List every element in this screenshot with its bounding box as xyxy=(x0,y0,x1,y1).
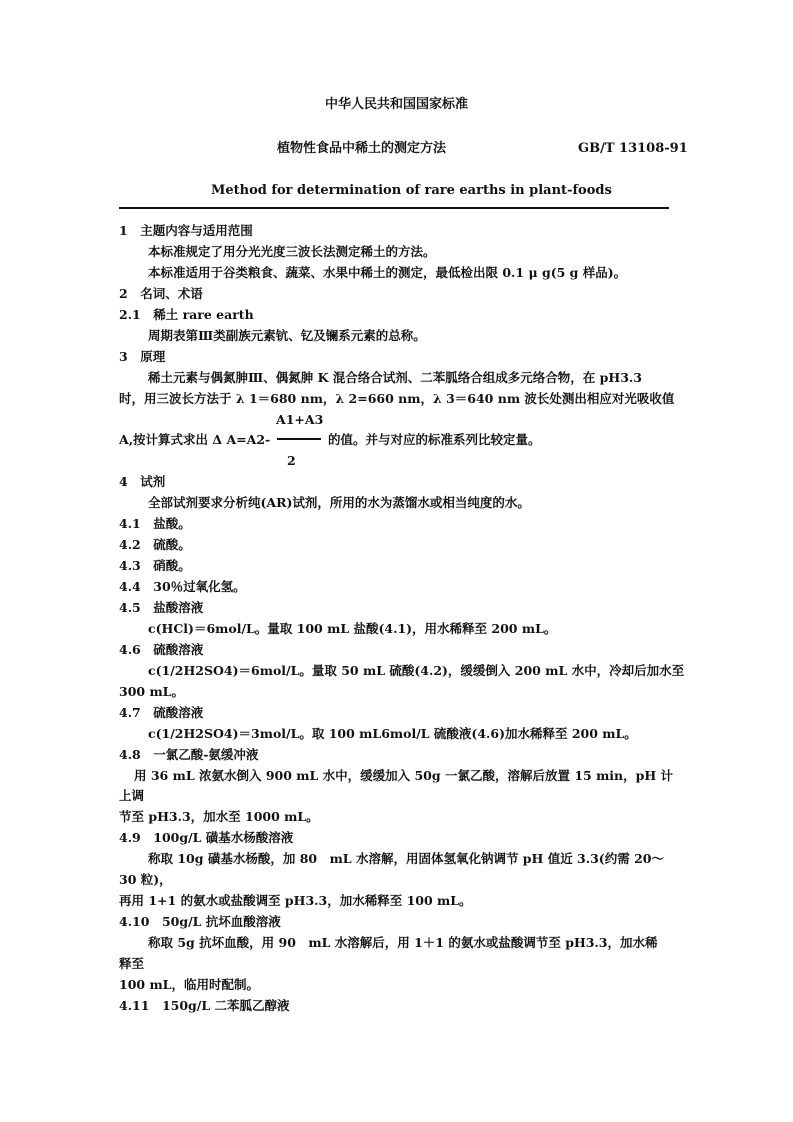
standard-heading: 中华人民共和国国家标准 xyxy=(324,97,468,112)
english-title: Method for determination of rare earths in plant-foods xyxy=(211,183,612,198)
formula-numerator: A1+A3 xyxy=(276,412,324,427)
formula-line-start: A,按计算式求出 Δ A=A2- xyxy=(119,432,271,447)
paragraph-line: 节至 pH3.3，加水至 1000 mL。 xyxy=(119,809,319,824)
paragraph-line: 本标准适用于谷类粮食、蔬菜、水果中稀土的测定，最低检出限 0.1 μ g(5 g 样品)。 xyxy=(148,265,627,280)
subsection-heading: 2.1 稀土 rare earth xyxy=(119,307,254,322)
subsection-heading: 4.7 硫酸溶液 xyxy=(119,705,204,720)
standard-code: GB/T 13108-91 xyxy=(578,141,688,156)
paragraph-line: 本标准规定了用分光光度三波长法测定稀土的方法。 xyxy=(148,244,436,259)
paragraph-line: 100 mL，临用时配制。 xyxy=(119,977,259,992)
subsection-heading: 4.1 盐酸。 xyxy=(119,516,191,531)
section-heading: 3 原理 xyxy=(119,349,166,364)
formula-denominator: 2 xyxy=(287,453,296,468)
paragraph-line: 全部试剂要求分析纯(AR)试剂，所用的水为蒸馏水或相当纯度的水。 xyxy=(148,495,530,510)
subsection-heading: 4.6 硫酸溶液 xyxy=(119,642,204,657)
paragraph-line: 稀土元素与偶氮胂Ⅲ、偶氮胂 K 混合络合试剂、二苯胍络合组成多元络合物，在 pH3.3 xyxy=(148,370,642,385)
section-heading: 4 试剂 xyxy=(119,474,166,489)
fraction-bar xyxy=(277,438,321,440)
subsection-heading: 4.11 150g/L 二苯胍乙醇液 xyxy=(119,998,290,1013)
subsection-heading: 4.5 盐酸溶液 xyxy=(119,600,204,615)
paragraph-line: 时，用三波长方法于 λ 1＝680 nm，λ 2=660 nm，λ 3＝640 nm 波长处测出相应对光吸收值 xyxy=(119,391,675,406)
paragraph-line: 周期表第Ⅲ类副族元素钪、钇及镧系元素的总称。 xyxy=(148,328,426,343)
subsection-heading: 4.10 50g/L 抗坏血酸溶液 xyxy=(119,914,281,929)
paragraph-line: c(1/2H2SO4)＝3mol/L。取 100 mL6mol/L 硫酸液(4.6)加水稀释至 200 mL。 xyxy=(148,726,637,741)
subsection-heading: 4.2 硫酸。 xyxy=(119,537,191,552)
subsection-heading: 4.8 一氯乙酸-氨缓冲液 xyxy=(119,747,259,762)
paragraph-line: 300 mL。 xyxy=(119,684,184,699)
section-heading: 2 名词、术语 xyxy=(119,286,203,301)
header-rule xyxy=(119,207,669,209)
paragraph-line: 30 粒)， xyxy=(119,872,172,887)
subsection-heading: 4.3 硝酸。 xyxy=(119,558,191,573)
paragraph-line: 称取 10g 磺基水杨酸，加 80 mL 水溶解，用固体氢氧化钠调节 pH 值近 3.3(约需 20～ xyxy=(148,851,664,866)
formula-line-end: 的值。并与对应的标准系列比较定量。 xyxy=(328,432,541,447)
paragraph-line: 再用 1+1 的氨水或盐酸调至 pH3.3，加水稀释至 100 mL。 xyxy=(119,893,472,908)
paragraph-line: 上调 xyxy=(119,788,145,803)
subsection-heading: 4.9 100g/L 磺基水杨酸溶液 xyxy=(119,830,294,845)
paragraph-line: 释至 xyxy=(119,956,145,971)
paragraph-line: 用 36 mL 浓氨水倒入 900 mL 水中，缓缓加入 50g 一氯乙酸，溶解后放置 15 min，pH 计 xyxy=(134,768,674,783)
document-title: 植物性食品中稀土的测定方法 xyxy=(277,141,447,156)
subsection-heading: 4.4 30％过氧化氢。 xyxy=(119,579,246,594)
section-heading: 1 主题内容与适用范围 xyxy=(119,223,253,238)
paragraph-line: c(1/2H2SO4)＝6mol/L。量取 50 mL 硫酸(4.2)，缓缓倒入 200 mL 水中，冷却后加水至 xyxy=(148,663,685,678)
paragraph-line: c(HCl)＝6mol/L。量取 100 mL 盐酸(4.1)，用水稀释至 200 mL。 xyxy=(148,621,557,636)
paragraph-line: 称取 5g 抗坏血酸，用 90 mL 水溶解后，用 1＋1 的氨水或盐酸调节至 pH3.3，加水稀 xyxy=(148,935,658,950)
